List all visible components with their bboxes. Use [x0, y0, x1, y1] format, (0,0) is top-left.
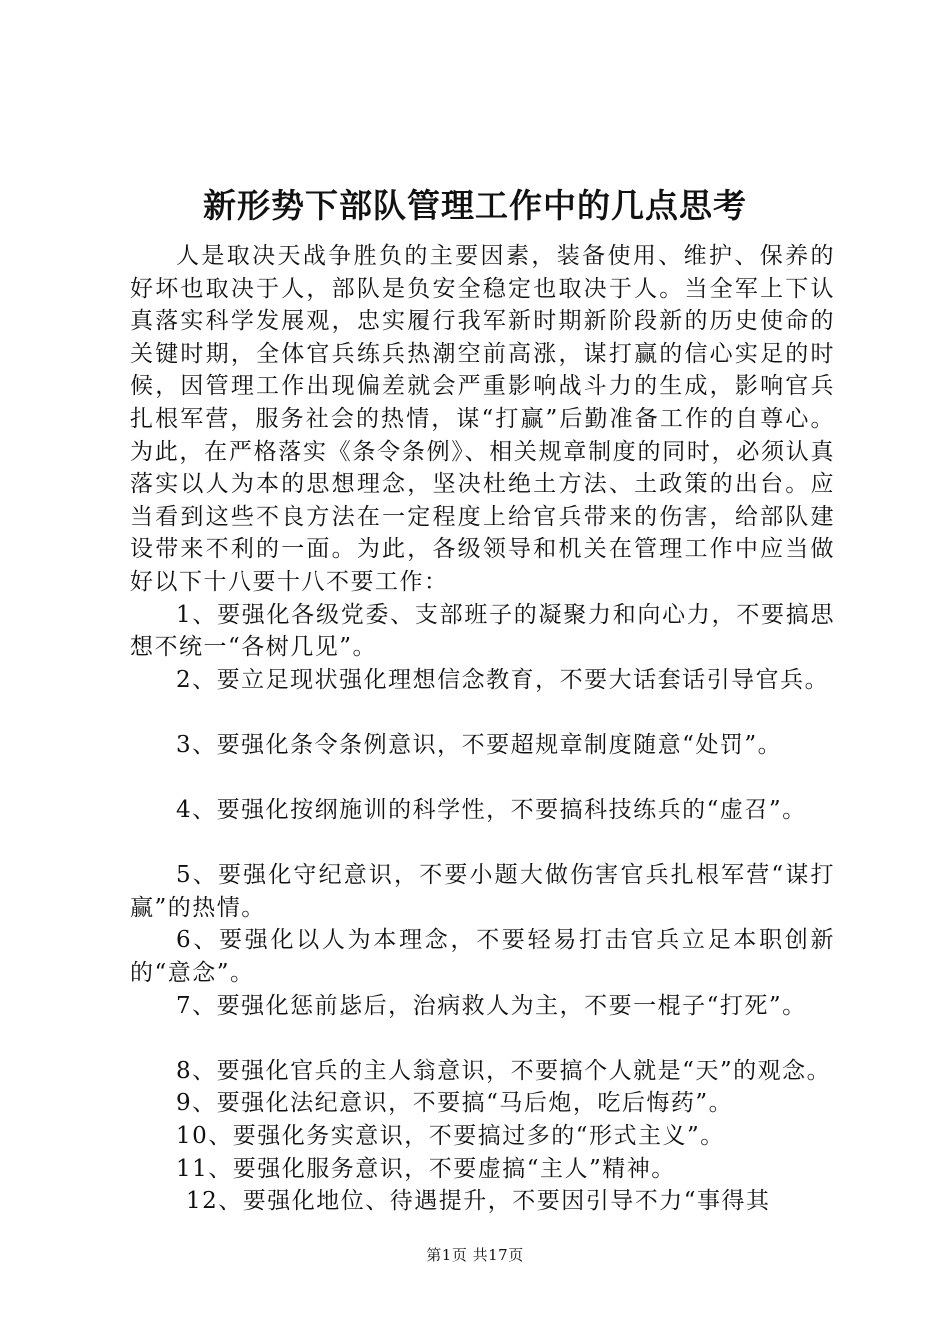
list-item-8: 8、要强化官兵的主人翁意识，不要搞个人就是“天”的观念。 — [176, 1057, 832, 1084]
page-title: 新形势下部队管理工作中的几点思考 — [203, 186, 747, 225]
list-item-6: 6、要强化以人为本理念，不要轻易打击官兵立足本职创新的“意念”。 — [130, 927, 835, 987]
intro-paragraph: 人是取决天战争胜负的主要因素，装备使用、维护、保养的好坏也取决于人，部队是负安全稳定也取决于人。当全军上下认真落实科学发展观，忠实履行我军新时期新阶段新的历史使命的关键时期，全体官兵练兵热潮空前高涨，谋打赢的信心实足的时候，因管理工作出现偏差就会严重影响战斗力的生成，影响官兵扎根军营，服务社会的热情，谋“打赢”后勤准备工作的自尊心。为此，在严格落实《条令条例》、相关规章制度的同时，必须认真落实以人为本的思想理念，坚决杜绝土方法、土政策的出台。应当看到这些不良方法在一定程度上给官兵带来的伤害，给部队建设带来不利的一面。为此，各级领导和机关在管理工作中应当做好以下十八要十八不要工作： — [130, 243, 835, 595]
list-item-11: 11、要强化服务意识，不要虚搞“主人”精神。 — [176, 1155, 676, 1182]
list-item-12: 12、要强化地位、待遇提升，不要因引导不力“事得其 — [186, 1188, 771, 1215]
list-item-7: 7、要强化惩前毖后，治病救人为主，不要一棍子“打死”。 — [176, 992, 807, 1019]
list-item-3: 3、要强化条令条例意识，不要超规章制度随意“处罚”。 — [176, 731, 783, 758]
list-item-9: 9、要强化法纪意识，不要搞“马后炮，吃后悔药”。 — [176, 1090, 734, 1117]
list-item-2: 2、要立足现状强化理想信念教育，不要大话套话引导官兵。 — [176, 666, 830, 693]
list-item-5: 5、要强化守纪意识，不要小题大做伤害官兵扎根军营“谋打赢”的热情。 — [130, 862, 835, 921]
list-item-10: 10、要强化务实意识，不要搞过多的“形式主义”。 — [176, 1123, 725, 1150]
document-body — [130, 240, 835, 1218]
list-item-1: 1、要强化各级党委、支部班子的凝聚力和向心力，不要搞思想不统一“各树几见”。 — [130, 601, 835, 661]
list-item-4: 4、要强化按纲施训的科学性，不要搞科技练兵的“虚召”。 — [176, 797, 807, 824]
page-footer: 第1页 共17页 — [426, 1246, 524, 1264]
